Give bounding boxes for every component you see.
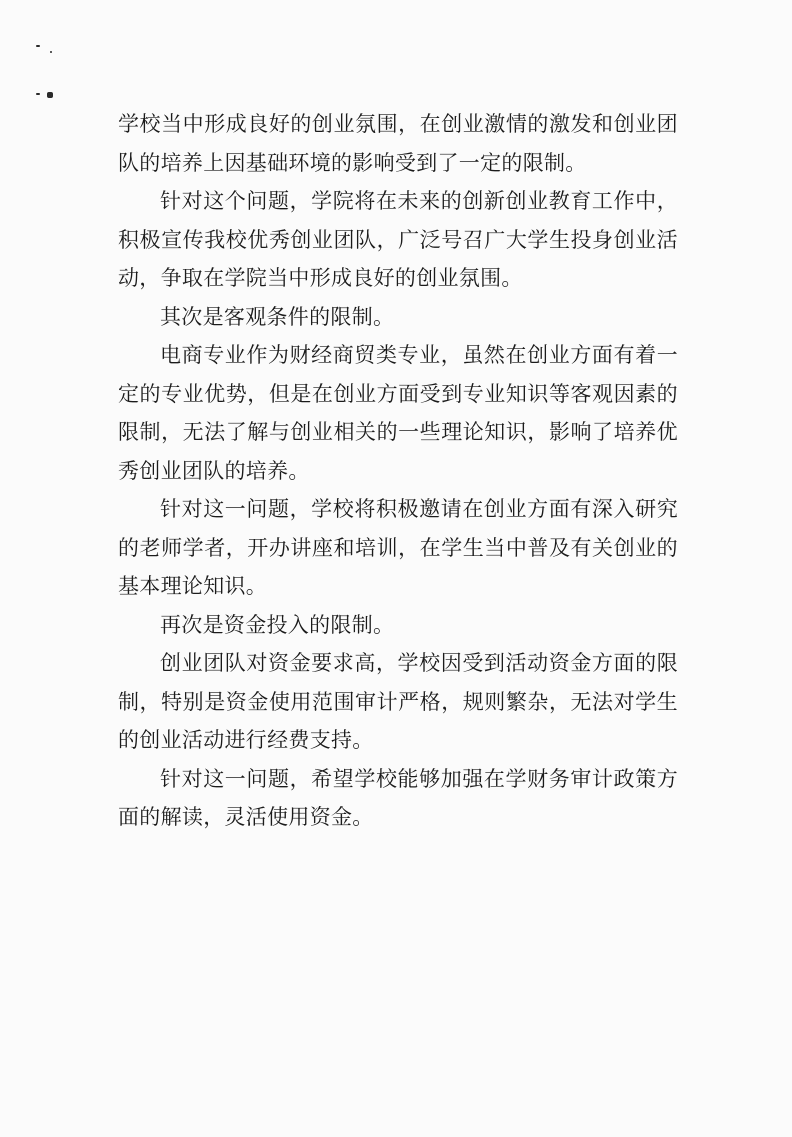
paragraph-7: 创业团队对资金要求高，学校因受到活动资金方面的限制，特别是资金使用范围审计严格，规则繁杂，无法对学生的创业活动进行经费支持。 (118, 651, 678, 752)
paragraph-3: 其次是客观条件的限制。 (160, 304, 395, 329)
paragraph-8: 针对这一问题，希望学校能够加强在学财务审计政策方面的解读，灵活使用资金。 (118, 766, 678, 829)
scan-artifact (36, 45, 40, 47)
document-body (118, 105, 678, 837)
scan-artifact (47, 92, 53, 98)
scan-artifact (50, 51, 52, 53)
paragraph-4: 电商专业作为财经商贸类专业，虽然在创业方面有着一定的专业优势，但是在创业方面受到专业知识等客观因素的限制，无法了解与创业相关的一些理论知识，影响了培养优秀创业团队的培养。 (118, 343, 678, 483)
paragraph-6: 再次是资金投入的限制。 (160, 612, 395, 637)
paragraph-1: 学校当中形成良好的创业氛围，在创业激情的激发和创业团队的培养上因基础环境的影响受到了一定的限制。 (118, 112, 678, 175)
paragraph-5: 针对这一问题，学校将积极邀请在创业方面有深入研究的老师学者，开办讲座和培训，在学生当中普及有关创业的基本理论知识。 (118, 497, 678, 598)
scan-artifact (36, 93, 40, 95)
paragraph-2: 针对这个问题，学院将在未来的创新创业教育工作中，积极宣传我校优秀创业团队，广泛号召广大学生投身创业活动，争取在学院当中形成良好的创业氛围。 (118, 189, 678, 290)
